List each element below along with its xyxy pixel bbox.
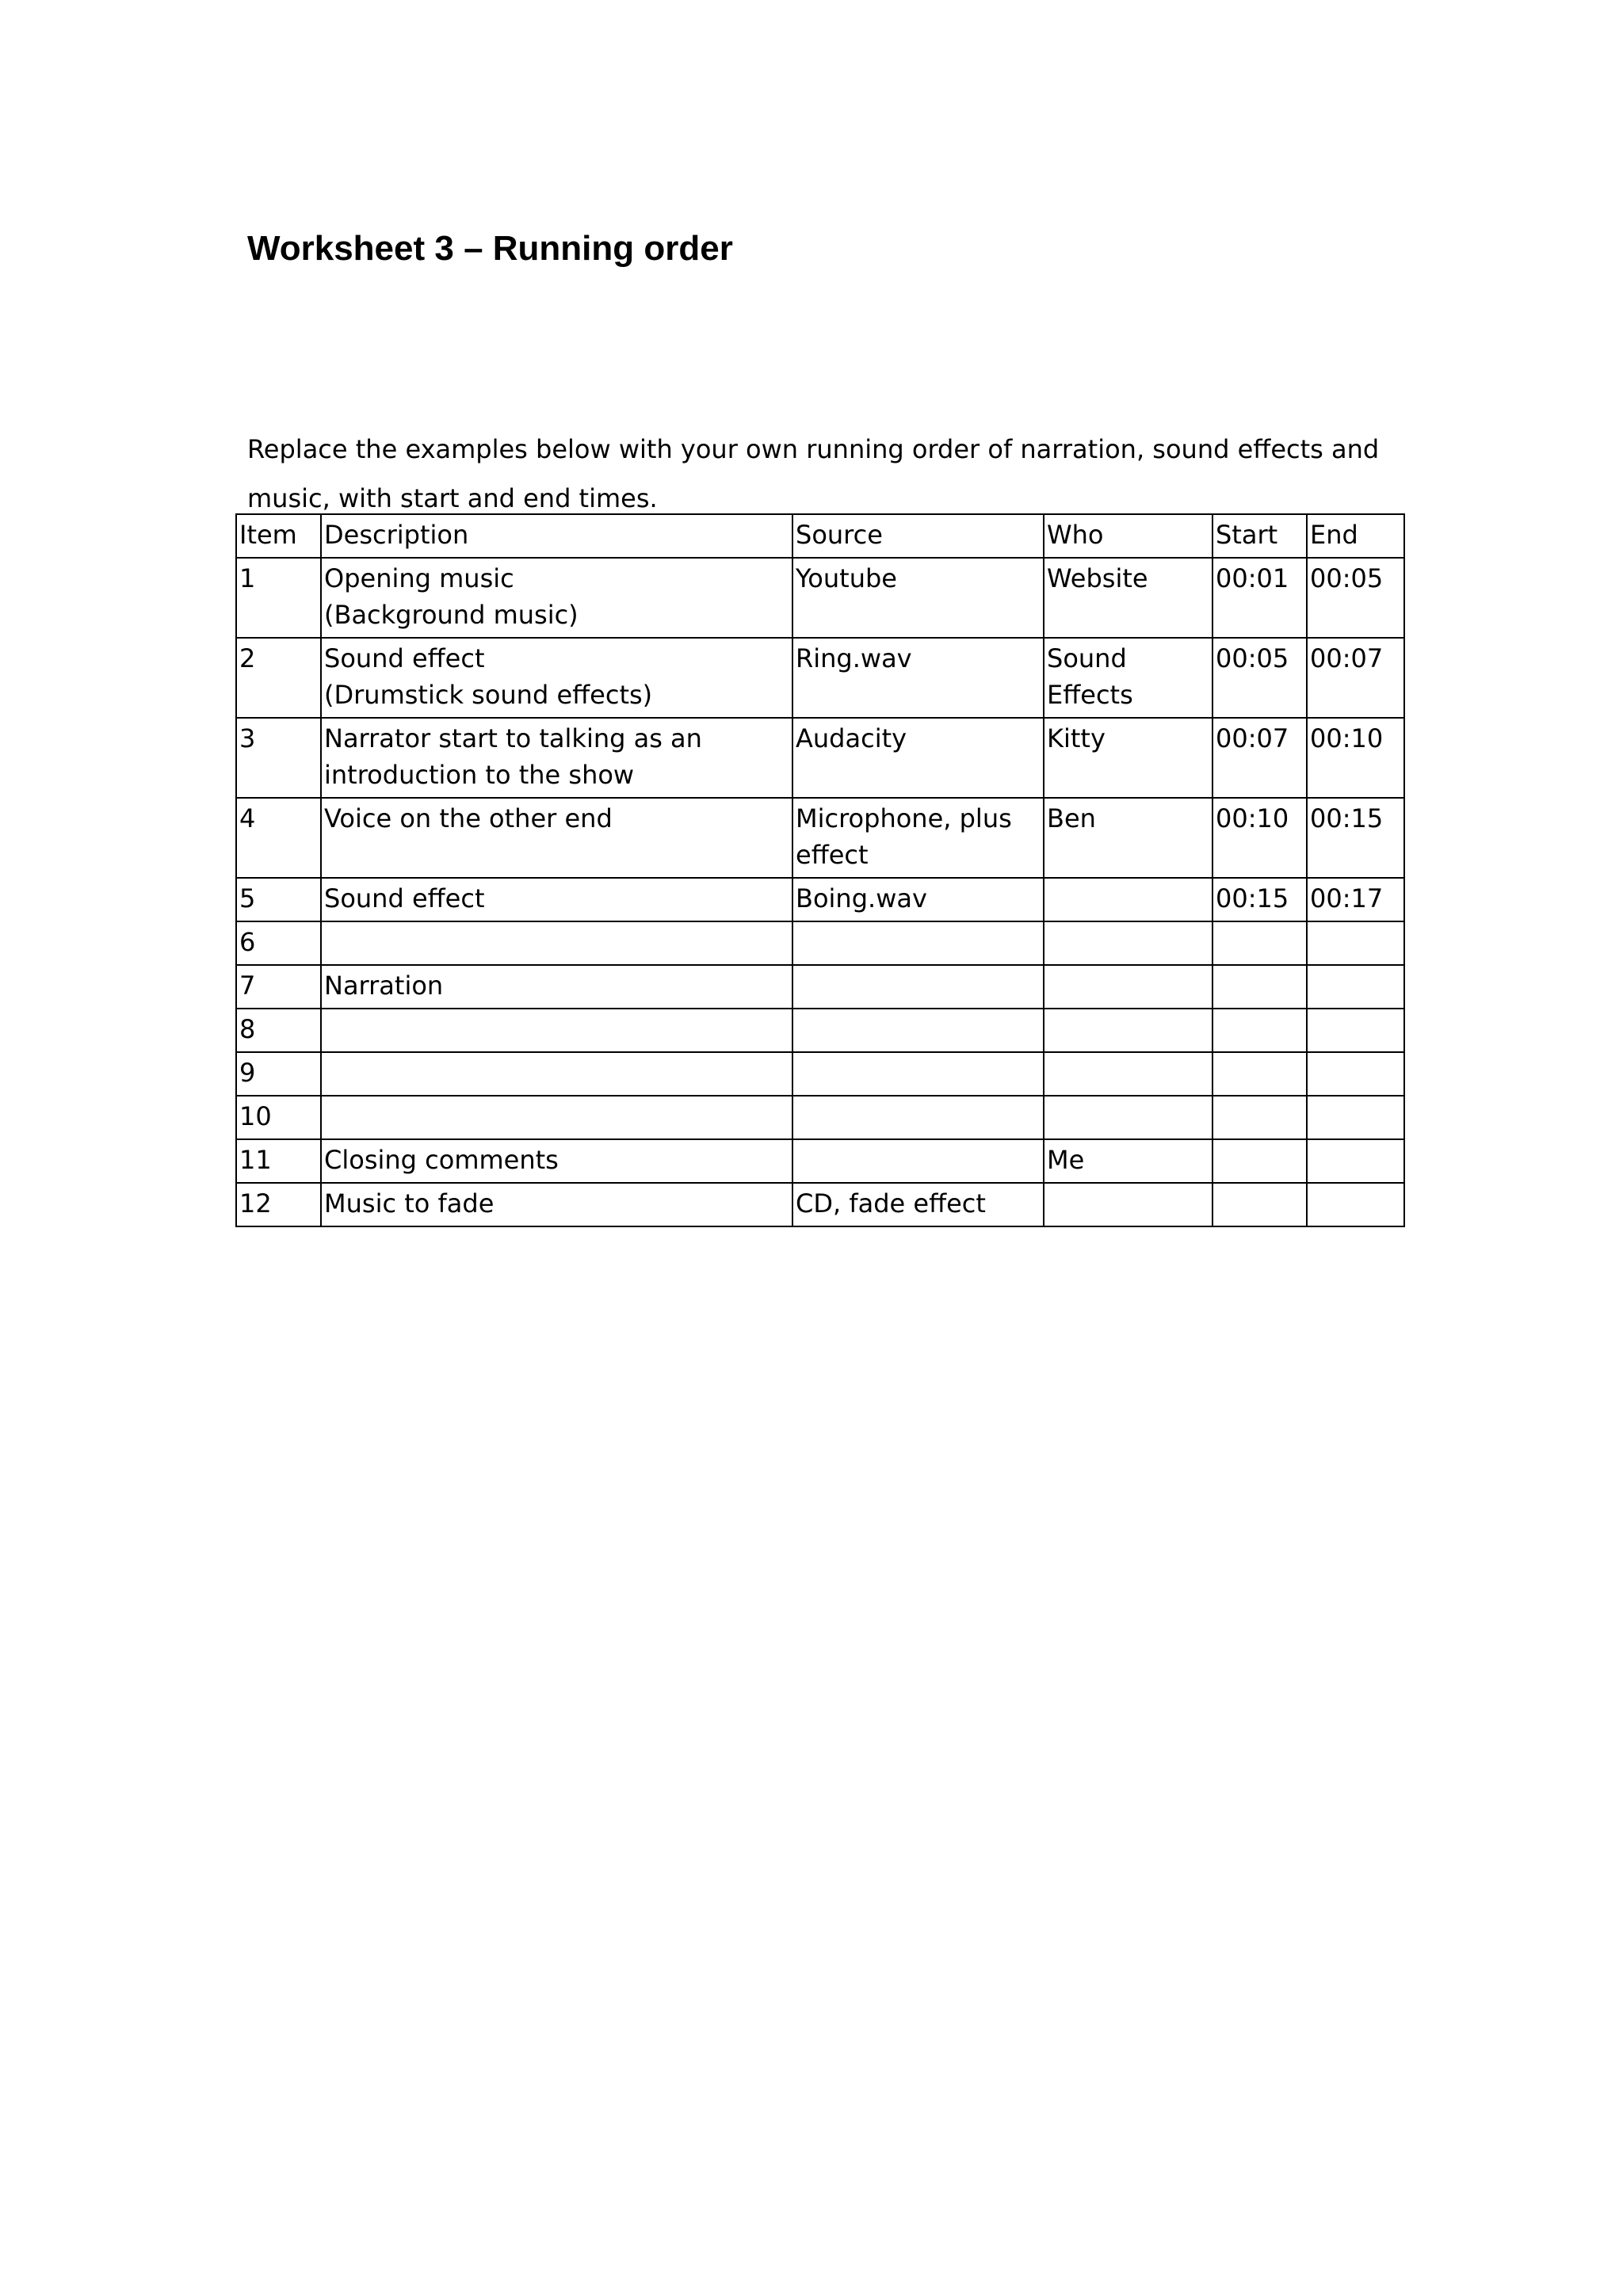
header-who: Who: [1044, 514, 1212, 558]
header-start: Start: [1212, 514, 1307, 558]
cell-start: 00:10: [1212, 798, 1307, 878]
running-order-table: [235, 513, 1405, 1227]
cell-source: CD, fade effect: [792, 1183, 1044, 1226]
cell-start: 00:15: [1212, 878, 1307, 921]
table-row: [236, 1139, 1404, 1183]
cell-end: 00:07: [1307, 638, 1404, 718]
cell-item: 12: [236, 1183, 321, 1226]
cell-start: 00:05: [1212, 638, 1307, 718]
cell-source: [792, 1009, 1044, 1052]
cell-description: Music to fade: [321, 1183, 792, 1226]
cell-source: [792, 1139, 1044, 1183]
table-body: [236, 558, 1404, 1226]
table-row: [236, 638, 1404, 718]
cell-description: Narrator start to talking as an introduction to the show: [321, 718, 792, 798]
cell-end: [1307, 1009, 1404, 1052]
cell-start: [1212, 1183, 1307, 1226]
cell-item: 7: [236, 965, 321, 1009]
cell-source: [792, 1052, 1044, 1096]
cell-who: Ben: [1044, 798, 1212, 878]
cell-description: Closing comments: [321, 1139, 792, 1183]
cell-end: 00:10: [1307, 718, 1404, 798]
cell-who: Kitty: [1044, 718, 1212, 798]
cell-item: 8: [236, 1009, 321, 1052]
instructions-text: Replace the examples below with your own running order of narration, sound effects and music, with start and end times.: [247, 434, 1380, 513]
cell-end: 00:15: [1307, 798, 1404, 878]
cell-description: [321, 1052, 792, 1096]
cell-start: 00:07: [1212, 718, 1307, 798]
cell-source: [792, 965, 1044, 1009]
cell-source: Audacity: [792, 718, 1044, 798]
cell-start: 00:01: [1212, 558, 1307, 638]
table-row: [236, 1096, 1404, 1139]
table-row: [236, 878, 1404, 921]
cell-who: [1044, 1183, 1212, 1226]
cell-who: Website: [1044, 558, 1212, 638]
cell-item: 10: [236, 1096, 321, 1139]
table-row: [236, 1009, 1404, 1052]
cell-source: [792, 1096, 1044, 1139]
cell-description: Voice on the other end: [321, 798, 792, 878]
cell-description: Sound effect: [321, 878, 792, 921]
cell-who: [1044, 1096, 1212, 1139]
header-end: End: [1307, 514, 1404, 558]
cell-item: 5: [236, 878, 321, 921]
cell-source: Youtube: [792, 558, 1044, 638]
table-row: [236, 718, 1404, 798]
table-header-row: [236, 514, 1404, 558]
cell-end: [1307, 921, 1404, 965]
cell-description: [321, 921, 792, 965]
cell-item: 3: [236, 718, 321, 798]
cell-description: Narration: [321, 965, 792, 1009]
cell-who: Sound Effects: [1044, 638, 1212, 718]
cell-end: [1307, 965, 1404, 1009]
cell-end: [1307, 1096, 1404, 1139]
cell-end: [1307, 1183, 1404, 1226]
cell-end: [1307, 1052, 1404, 1096]
table-row: [236, 965, 1404, 1009]
cell-who: [1044, 878, 1212, 921]
cell-item: 2: [236, 638, 321, 718]
cell-who: Me: [1044, 1139, 1212, 1183]
table-row: [236, 1183, 1404, 1226]
cell-item: 6: [236, 921, 321, 965]
table-row: [236, 1052, 1404, 1096]
cell-item: 1: [236, 558, 321, 638]
cell-who: [1044, 921, 1212, 965]
table-row: [236, 921, 1404, 965]
cell-description: Opening music (Background music): [321, 558, 792, 638]
cell-who: [1044, 965, 1212, 1009]
cell-source: Ring.wav: [792, 638, 1044, 718]
table-row: [236, 798, 1404, 878]
cell-description: [321, 1009, 792, 1052]
cell-description: [321, 1096, 792, 1139]
cell-end: 00:17: [1307, 878, 1404, 921]
cell-start: [1212, 1009, 1307, 1052]
header-item: Item: [236, 514, 321, 558]
cell-source: Boing.wav: [792, 878, 1044, 921]
cell-start: [1212, 1096, 1307, 1139]
cell-item: 4: [236, 798, 321, 878]
header-description: Description: [321, 514, 792, 558]
cell-description: Sound effect (Drumstick sound effects): [321, 638, 792, 718]
cell-start: [1212, 921, 1307, 965]
page-title: Worksheet 3 – Running order: [247, 229, 733, 268]
cell-source: Microphone, plus effect: [792, 798, 1044, 878]
cell-item: 9: [236, 1052, 321, 1096]
cell-who: [1044, 1009, 1212, 1052]
cell-start: [1212, 1052, 1307, 1096]
cell-end: [1307, 1139, 1404, 1183]
cell-start: [1212, 1139, 1307, 1183]
cell-item: 11: [236, 1139, 321, 1183]
cell-start: [1212, 965, 1307, 1009]
cell-source: [792, 921, 1044, 965]
table-row: [236, 558, 1404, 638]
header-source: Source: [792, 514, 1044, 558]
cell-who: [1044, 1052, 1212, 1096]
cell-end: 00:05: [1307, 558, 1404, 638]
